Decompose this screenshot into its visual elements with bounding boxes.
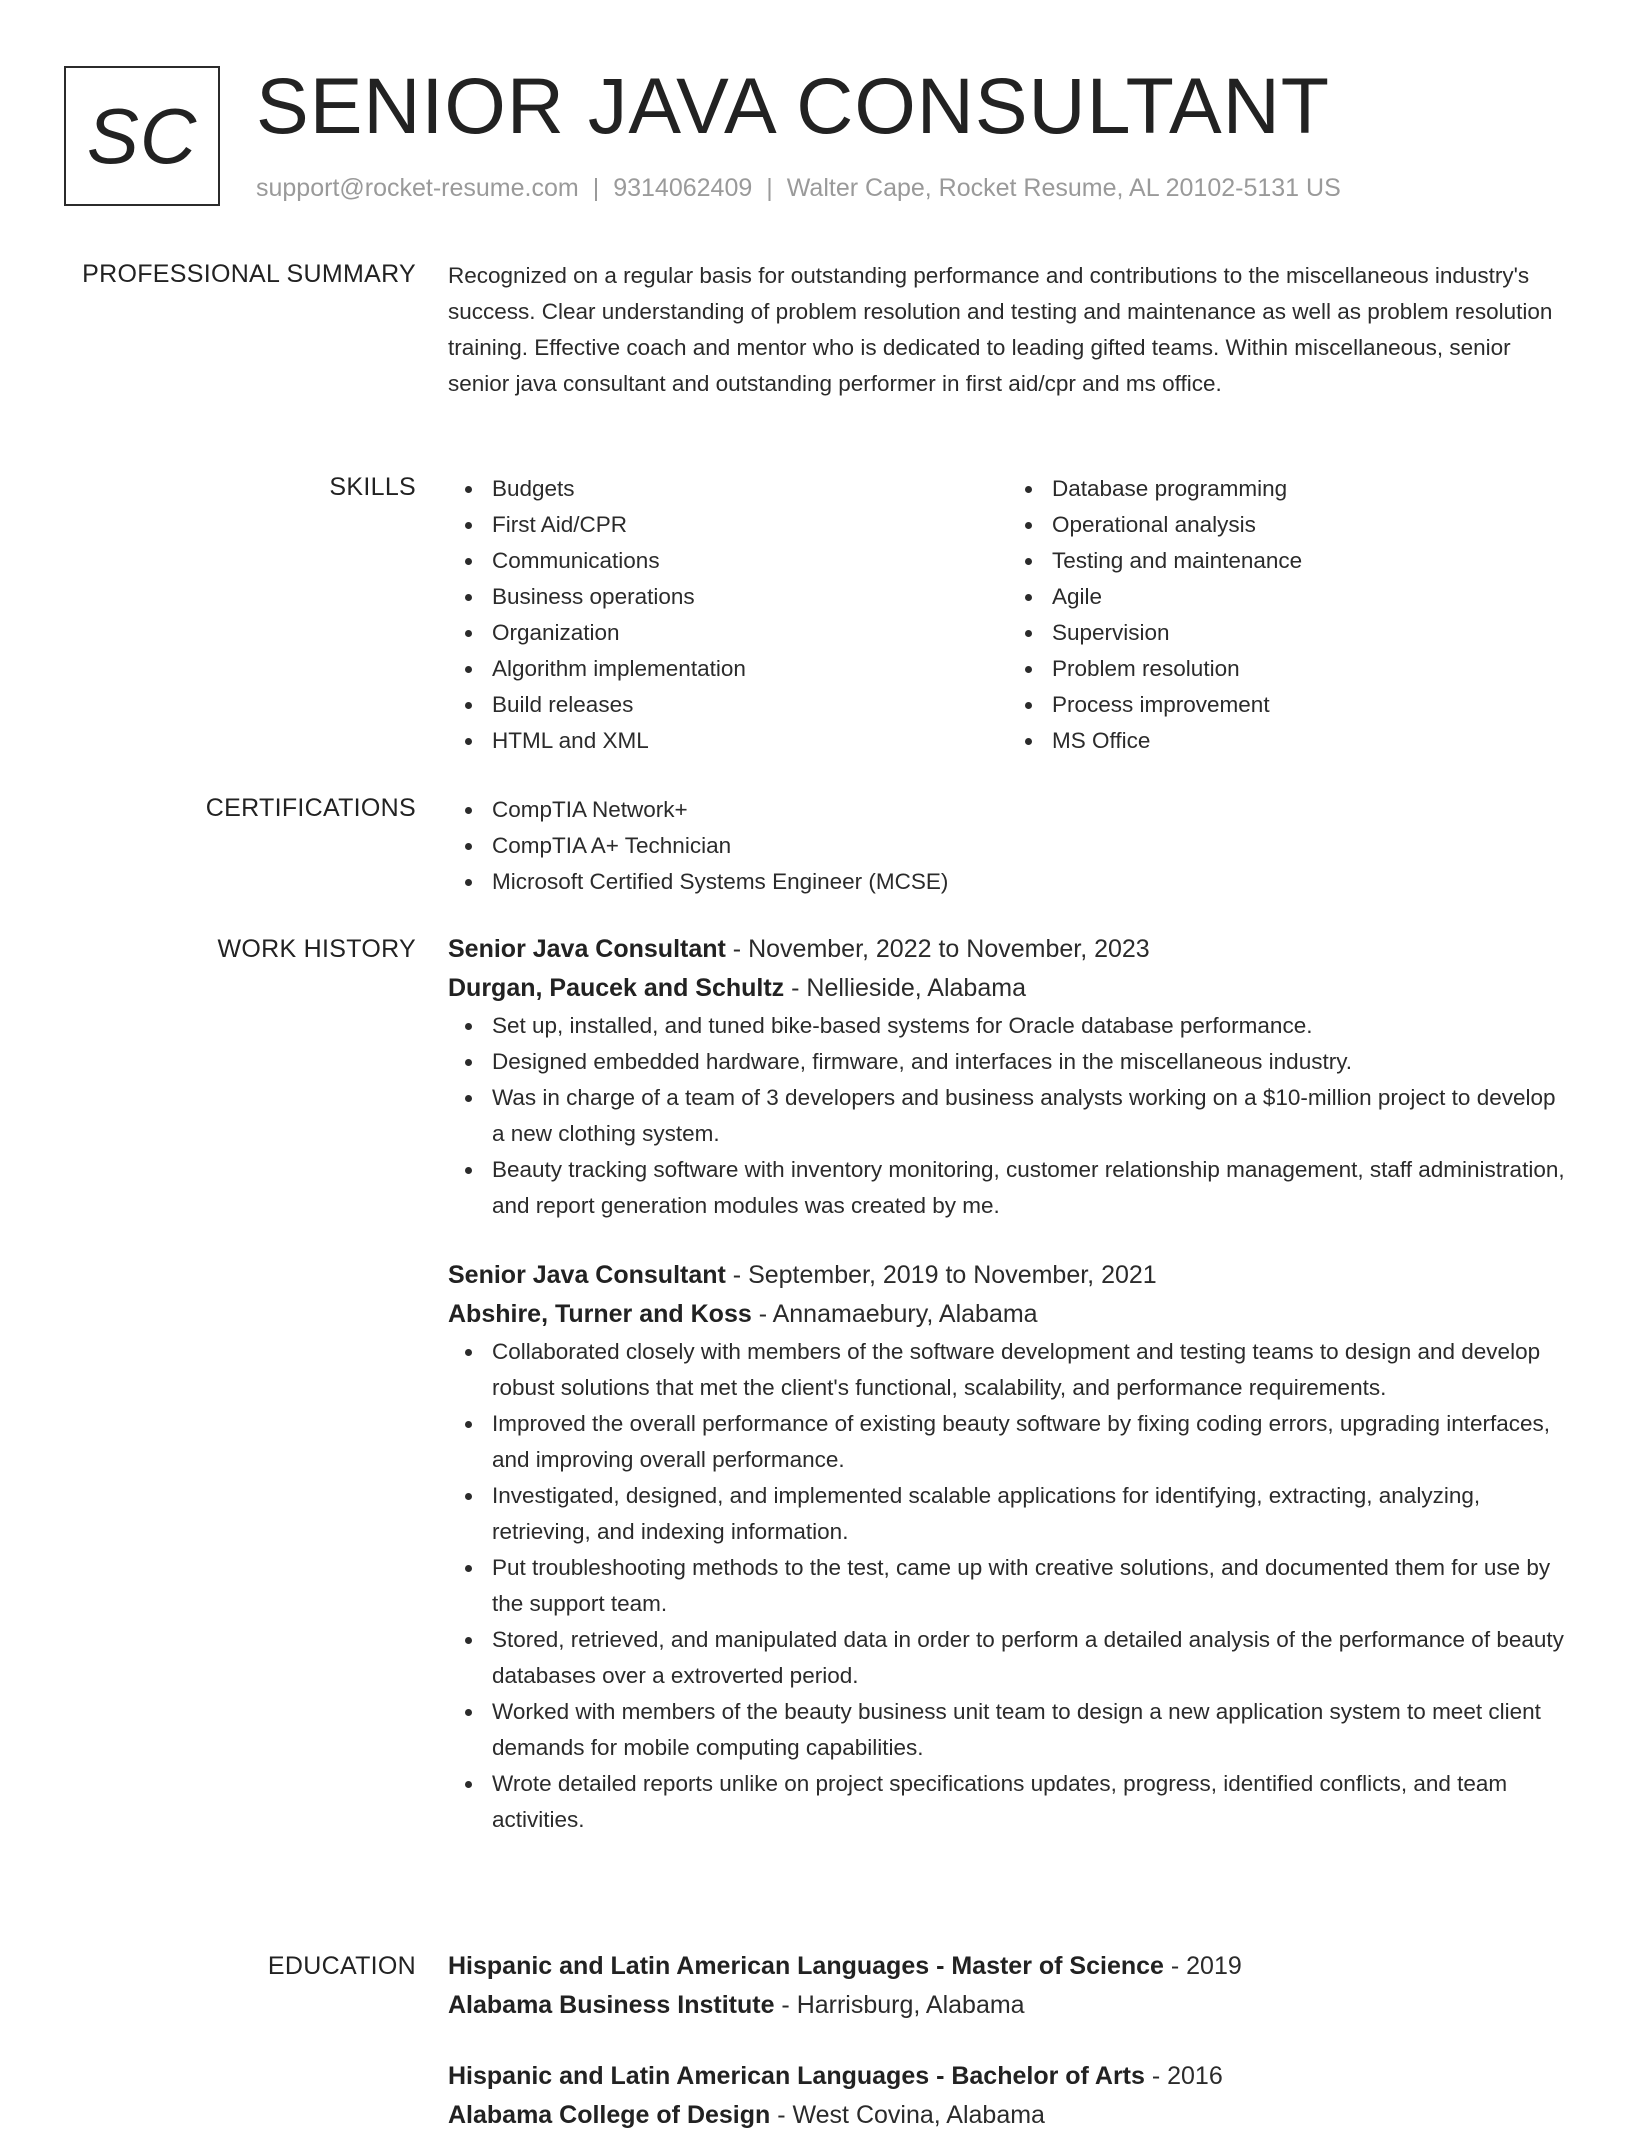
- job-title-heading: SENIOR JAVA CONSULTANT: [256, 61, 1331, 150]
- skills-list-right: [1008, 471, 1568, 759]
- skill-item: Organization: [492, 615, 1008, 651]
- job-company-line: [448, 1295, 1568, 1334]
- certification-item: CompTIA Network+: [492, 792, 1568, 828]
- education-degree-line: [448, 1947, 1568, 1986]
- contact-email[interactable]: support@rocket-resume.com: [256, 174, 579, 202]
- skills-body: [448, 471, 1568, 759]
- job-bullet: Set up, installed, and tuned bike-based systems for Oracle database performance.: [492, 1008, 1568, 1044]
- skill-item: Agile: [1052, 579, 1568, 615]
- certifications-body: [448, 792, 1568, 900]
- job-bullet: Beauty tracking software with inventory monitoring, customer relationship management, staff administration, and report generation modules was created by me.: [492, 1152, 1568, 1224]
- job-bullet: Wrote detailed reports unlike on project specifications updates, progress, identified conflicts, and team activities.: [492, 1766, 1568, 1838]
- skill-item: Supervision: [1052, 615, 1568, 651]
- job-entry: [448, 1256, 1568, 1838]
- resume-header: [64, 61, 1572, 212]
- job-bullet: Designed embedded hardware, firmware, and interfaces in the miscellaneous industry.: [492, 1044, 1568, 1080]
- monogram-logo: SC: [64, 66, 220, 206]
- contact-separator: |: [592, 174, 600, 202]
- contact-address: Walter Cape, Rocket Resume, AL 20102-5131 US: [786, 174, 1341, 202]
- skill-item: Testing and maintenance: [1052, 543, 1568, 579]
- education-label: EDUCATION: [267, 1952, 416, 1980]
- job-location: - Nellieside, Alabama: [784, 974, 1026, 1002]
- skills-list-left: [448, 471, 1008, 759]
- job-entry: [448, 930, 1568, 1224]
- skill-item: Operational analysis: [1052, 507, 1568, 543]
- education-entry: [448, 2057, 1568, 2135]
- certification-item: Microsoft Certified Systems Engineer (MCSE): [492, 864, 1568, 900]
- certification-item: CompTIA A+ Technician: [492, 828, 1568, 864]
- education-location: - West Covina, Alabama: [770, 2101, 1045, 2129]
- education-school: Alabama College of Design: [448, 2101, 771, 2129]
- skills-label: SKILLS: [329, 473, 416, 501]
- job-company: Abshire, Turner and Koss: [448, 1300, 752, 1328]
- job-bullet: Investigated, designed, and implemented scalable applications for identifying, extracting, analyzing, retrieving, and indexing information.: [492, 1478, 1568, 1550]
- job-company: Durgan, Paucek and Schultz: [448, 974, 785, 1002]
- contact-separator: |: [766, 174, 773, 202]
- education-school: Alabama Business Institute: [448, 1991, 775, 2019]
- skill-item: First Aid/CPR: [492, 507, 1008, 543]
- job-title: Senior Java Consultant: [448, 935, 726, 963]
- job-bullet: Stored, retrieved, and manipulated data in order to perform a detailed analysis of the performance of beauty databases over a extroverted period.: [492, 1622, 1568, 1694]
- job-title-line: [448, 930, 1568, 969]
- job-location: - Annamaebury, Alabama: [751, 1300, 1038, 1328]
- job-title-line: [448, 1256, 1568, 1295]
- skill-item: Build releases: [492, 687, 1008, 723]
- skill-item: Problem resolution: [1052, 651, 1568, 687]
- work-history-body: [448, 930, 1568, 1838]
- education-body: [448, 1947, 1568, 2135]
- summary-text: Recognized on a regular basis for outstanding performance and contributions to the miscellaneous industry's success. Clear understanding of problem resolution and testing and maintenance as well as problem resolution training. Effective coach and mentor who is dedicated to leading gifted teams. Within miscellaneous, senior senior java consultant and outstanding performer in first aid/cpr and ms office.: [448, 263, 1553, 396]
- education-degree-line: [448, 2057, 1568, 2096]
- work-history-label: WORK HISTORY: [217, 935, 416, 963]
- skill-item: Communications: [492, 543, 1008, 579]
- summary-label: PROFESSIONAL SUMMARY: [82, 260, 416, 288]
- job-bullet: Put troubleshooting methods to the test, came up with creative solutions, and documented them for use by the support team.: [492, 1550, 1568, 1622]
- job-dates: - September, 2019 to November, 2021: [725, 1261, 1157, 1289]
- education-entry: [448, 1947, 1568, 2025]
- title-block: [256, 58, 1572, 203]
- job-bullet: Collaborated closely with members of the software development and testing teams to design and develop robust solutions that met the client's functional, scalability, and performance requirements.: [492, 1334, 1568, 1406]
- job-bullets: [448, 1334, 1568, 1838]
- skill-item: Algorithm implementation: [492, 651, 1008, 687]
- education-school-line: [448, 1986, 1568, 2025]
- job-bullet: Was in charge of a team of 3 developers and business analysts working on a $10-million project to develop a new clothing system.: [492, 1080, 1568, 1152]
- skill-item: HTML and XML: [492, 723, 1008, 759]
- job-bullet: Improved the overall performance of existing beauty software by fixing coding errors, upgrading interfaces, and improving overall performance.: [492, 1406, 1568, 1478]
- job-title: Senior Java Consultant: [448, 1261, 726, 1289]
- education-location: - Harrisburg, Alabama: [774, 1991, 1025, 2019]
- skill-item: MS Office: [1052, 723, 1568, 759]
- job-company-line: [448, 969, 1568, 1008]
- job-bullet: Worked with members of the beauty business unit team to design a new application system to meet client demands for mobile computing capabilities.: [492, 1694, 1568, 1766]
- job-bullets: [448, 1008, 1568, 1224]
- education-year: - 2016: [1144, 2062, 1223, 2090]
- job-dates: - November, 2022 to November, 2023: [725, 935, 1150, 963]
- contact-phone[interactable]: 9314062409: [613, 174, 753, 202]
- skill-item: Database programming: [1052, 471, 1568, 507]
- certifications-label: CERTIFICATIONS: [205, 794, 416, 822]
- education-degree: Hispanic and Latin American Languages - Bachelor of Arts: [448, 2062, 1145, 2090]
- certifications-list: [448, 792, 1568, 900]
- education-school-line: [448, 2096, 1568, 2135]
- education-degree: Hispanic and Latin American Languages - Master of Science: [448, 1952, 1164, 1980]
- education-year: - 2019: [1163, 1952, 1242, 1980]
- contact-line: [256, 174, 1572, 203]
- skill-item: Business operations: [492, 579, 1008, 615]
- skill-item: Process improvement: [1052, 687, 1568, 723]
- skill-item: Budgets: [492, 471, 1008, 507]
